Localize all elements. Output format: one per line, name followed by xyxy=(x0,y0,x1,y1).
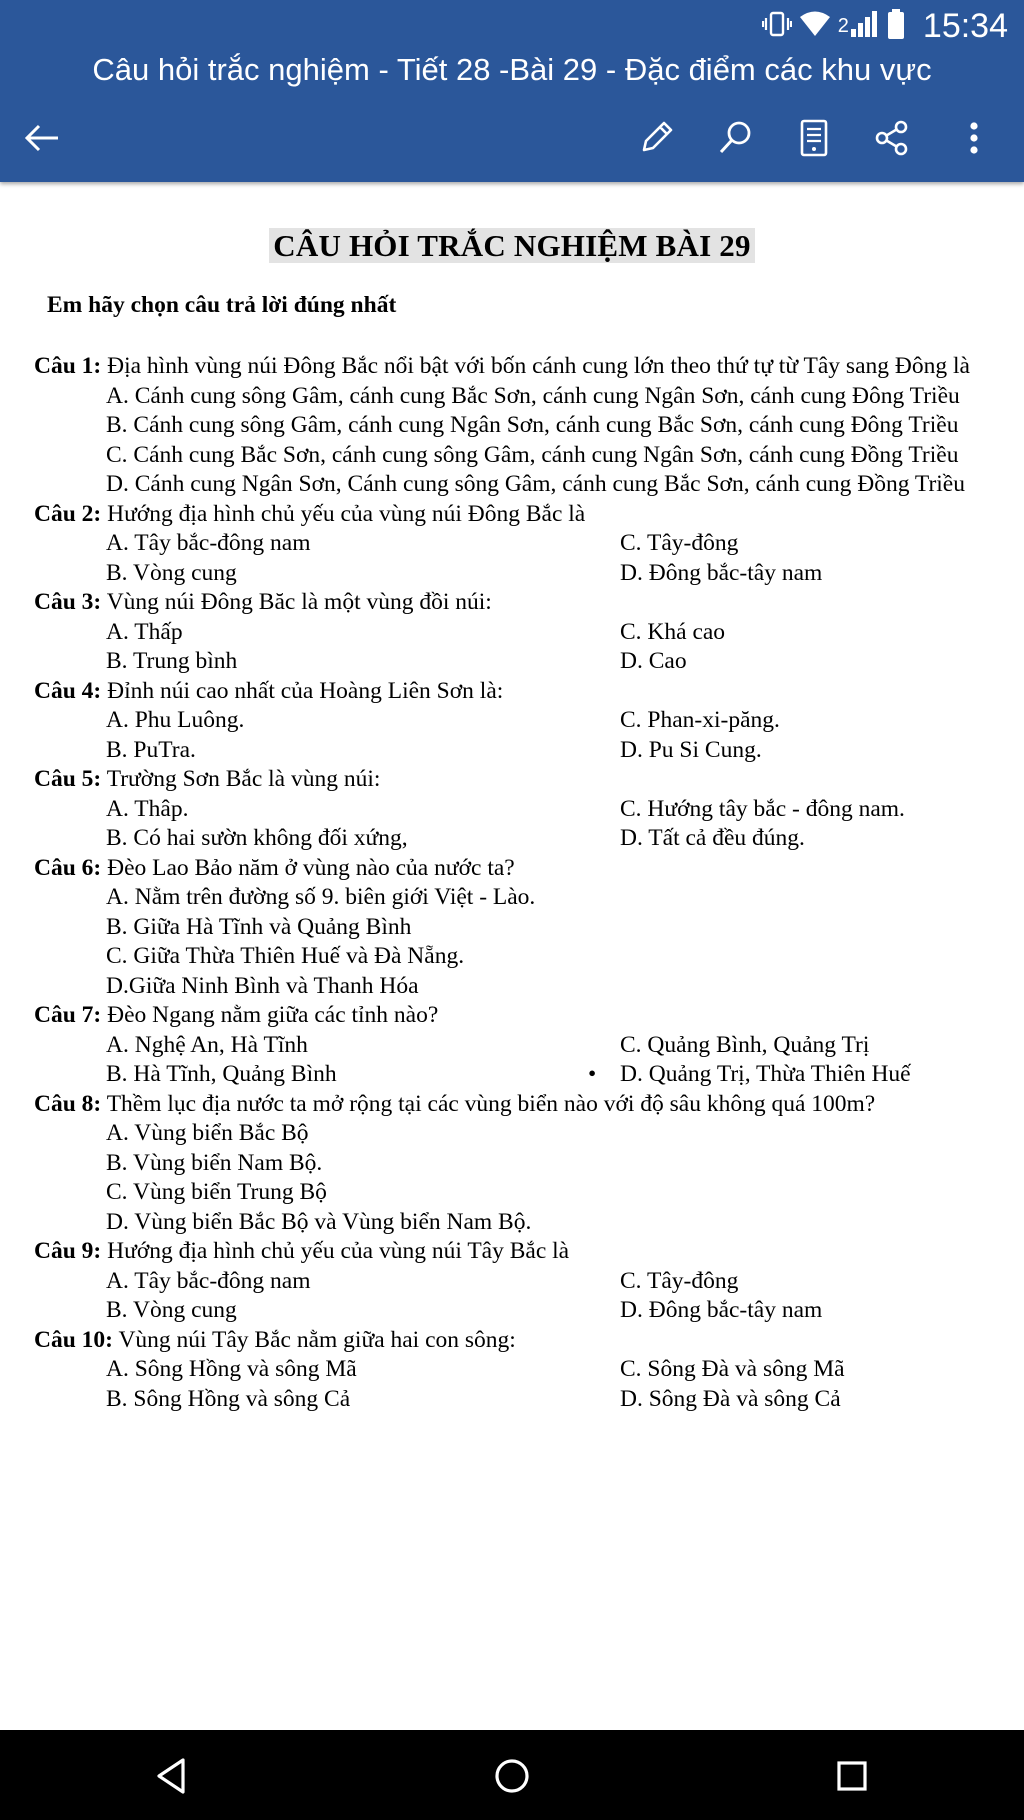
option: C. Giữa Thừa Thiên Huế và Đà Nẵng. xyxy=(106,943,465,969)
option: D. Đông bắc-tây nam xyxy=(620,559,823,586)
question-10 xyxy=(34,1326,994,1356)
option: D.Giữa Ninh Bình và Thanh Hóa xyxy=(106,972,419,999)
option: B. Hà Tĩnh, Quảng Bình xyxy=(106,1061,337,1087)
question-text: Vùng núi Tây Bắc nằm giữa hai con sông: xyxy=(113,1326,516,1353)
question-label: Câu 6: xyxy=(34,854,102,881)
option: C. Sông Đà và sông Mã xyxy=(620,1356,845,1382)
option: A. Thâp. xyxy=(106,795,189,822)
question-text: Hướng địa hình chủ yếu của vùng núi Đông Bắc là xyxy=(101,500,586,527)
option: D. Cao xyxy=(620,648,687,674)
option: C. Quảng Bình, Quảng Trị xyxy=(620,1031,870,1058)
nav-back-button[interactable] xyxy=(144,1748,200,1804)
question-label: Câu 7: xyxy=(34,1002,102,1028)
document-heading xyxy=(0,228,1024,264)
option-row xyxy=(106,736,994,766)
search-button[interactable] xyxy=(712,114,760,162)
heading-text: CÂU HỎI TRẮC NGHIỆM BÀI 29 xyxy=(269,228,754,263)
option: D. Quảng Trị, Thừa Thiên Huế xyxy=(620,1061,911,1087)
question-1 xyxy=(34,352,994,382)
option: A. Nằm trên đường số 9. biên giới Việt - Lào. xyxy=(106,884,536,910)
question-2 xyxy=(34,500,994,530)
question-label: Câu 1: xyxy=(34,353,102,379)
recents-square-icon xyxy=(832,1756,872,1796)
app-bar xyxy=(0,0,1024,182)
option-row xyxy=(106,559,994,589)
option: D. Tất cả đều đúng. xyxy=(620,825,805,851)
option: B. PuTra. xyxy=(106,736,196,763)
option-row xyxy=(106,795,994,825)
question-label: Câu 5: xyxy=(34,766,102,792)
option: B. Vùng biển Nam Bộ. xyxy=(106,1149,323,1176)
option: B. Giữa Hà Tĩnh và Quảng Bình xyxy=(106,913,412,940)
option: A. Nghệ An, Hà Tĩnh xyxy=(106,1031,308,1058)
back-arrow-icon xyxy=(22,122,62,154)
option: B. Sông Hồng và sông Cả xyxy=(106,1385,351,1412)
option-row xyxy=(106,618,994,648)
network-indicator: 2 xyxy=(837,14,849,37)
option: C. Phan-xi-păng. xyxy=(620,707,780,733)
option: A. Phu Luông. xyxy=(106,707,245,733)
question-text: Thềm lục địa nước ta mở rộng tại các vùng biển nào với độ sâu không quá 100m? xyxy=(101,1090,876,1117)
option: A. Vùng biển Bắc Bộ xyxy=(106,1120,309,1146)
question-text: Đèo Lao Bảo năm ở vùng nào của nước ta? xyxy=(101,854,515,881)
question-5 xyxy=(34,765,994,795)
option-row xyxy=(106,1385,994,1415)
option: D. Đông bắc-tây nam xyxy=(620,1297,823,1323)
question-label: Câu 8: xyxy=(34,1090,102,1117)
question-text: Đỉnh núi cao nhất của Hoàng Liên Sơn là: xyxy=(101,677,504,704)
bullet-dot: • xyxy=(588,1061,597,1087)
vibrate-icon xyxy=(762,10,792,43)
share-button[interactable] xyxy=(868,114,916,162)
document-title: Câu hỏi trắc nghiệm - Tiết 28 -Bài 29 - Đặc điểm các khu vực xyxy=(92,52,932,87)
option-row xyxy=(106,1060,994,1090)
home-circle-icon xyxy=(492,1756,532,1796)
document-page[interactable] xyxy=(0,182,1024,1730)
pencil-icon xyxy=(636,118,676,158)
nav-recents-button[interactable] xyxy=(824,1748,880,1804)
edit-button[interactable] xyxy=(632,114,680,162)
question-6 xyxy=(34,854,994,884)
question-label: Câu 4: xyxy=(34,677,102,704)
battery-icon xyxy=(887,9,905,44)
option: D. Pu Si Cung. xyxy=(620,736,762,763)
question-3 xyxy=(34,588,994,618)
wifi-icon xyxy=(800,11,830,42)
option: B. Trung bình xyxy=(106,648,238,674)
option: D. Vùng biển Bắc Bộ và Vùng biển Nam Bộ. xyxy=(106,1208,532,1235)
option-row xyxy=(106,824,994,854)
option-row xyxy=(106,647,994,677)
share-icon xyxy=(872,118,912,158)
question-7 xyxy=(34,1001,994,1031)
question-text: Trường Sơn Bắc là vùng núi: xyxy=(101,766,381,792)
navigation-bar xyxy=(0,1730,1024,1820)
option-row xyxy=(106,1355,994,1385)
question-label: Câu 2: xyxy=(34,500,102,527)
option: D. Cánh cung Ngân Sơn, Cánh cung sông Gâm, cánh cung Bắc Sơn, cánh cung Đồng Triều xyxy=(106,471,965,497)
question-text: Đèo Ngang nằm giữa các tỉnh nào? xyxy=(101,1002,439,1028)
instruction: Em hãy chọn câu trả lời đúng nhất xyxy=(47,292,397,318)
option-row xyxy=(106,529,994,559)
more-options-button[interactable] xyxy=(950,114,998,162)
question-9 xyxy=(34,1237,994,1267)
option: B. Vòng cung xyxy=(106,559,237,586)
option: B. Có hai sườn không đối xứng, xyxy=(106,825,408,851)
back-triangle-icon xyxy=(152,1756,192,1796)
status-bar xyxy=(762,6,1008,46)
option: D. Sông Đà và sông Cả xyxy=(620,1385,841,1412)
option-row xyxy=(106,1267,994,1297)
question-text: Địa hình vùng núi Đông Bắc nổi bật với bốn cánh cung lớn theo thứ tự từ Tây sang Đông là xyxy=(101,353,970,379)
option: C. Cánh cung Bắc Sơn, cánh cung sông Gâm, cánh cung Ngân Sơn, cánh cung Đồng Triều xyxy=(106,441,959,468)
question-4 xyxy=(34,677,994,707)
option: A. Tây bắc-đông nam xyxy=(106,1267,311,1294)
option: C. Hướng tây bắc - đông nam. xyxy=(620,795,905,822)
question-label: Câu 9: xyxy=(34,1238,102,1264)
signal-icon xyxy=(851,11,879,42)
reading-view-icon xyxy=(796,118,832,158)
option: A. Sông Hồng và sông Mã xyxy=(106,1356,357,1382)
question-label: Câu 10: xyxy=(34,1326,113,1353)
nav-home-button[interactable] xyxy=(484,1748,540,1804)
option: A. Cánh cung sông Gâm, cánh cung Bắc Sơn, cánh cung Ngân Sơn, cánh cung Đông Triều xyxy=(106,382,960,409)
option-row xyxy=(106,706,994,736)
option: C. Khá cao xyxy=(620,618,726,645)
option: C. Tây-đông xyxy=(620,530,739,556)
more-vert-icon xyxy=(968,120,980,156)
clock: 15:34 xyxy=(922,6,1008,45)
search-icon xyxy=(716,118,756,158)
reading-view-button[interactable] xyxy=(790,114,838,162)
question-label: Câu 3: xyxy=(34,589,102,615)
question-8 xyxy=(34,1090,994,1120)
option: C. Tây-đông xyxy=(620,1267,739,1294)
question-text: Vùng núi Đông Băc là một vùng đồi núi: xyxy=(101,589,492,615)
question-text: Hướng địa hình chủ yếu của vùng núi Tây Bắc là xyxy=(101,1238,570,1264)
option-row xyxy=(106,1031,994,1061)
option-row xyxy=(106,1296,994,1326)
option: B. Cánh cung sông Gâm, cánh cung Ngân Sơn, cánh cung Bắc Sơn, cánh cung Đông Triều xyxy=(106,412,959,438)
option: A. Thấp xyxy=(106,618,183,645)
option: B. Vòng cung xyxy=(106,1297,237,1323)
back-button[interactable] xyxy=(18,114,66,162)
question-list xyxy=(34,352,994,1414)
option: C. Vùng biển Trung Bộ xyxy=(106,1179,327,1205)
option: A. Tây bắc-đông nam xyxy=(106,530,311,556)
